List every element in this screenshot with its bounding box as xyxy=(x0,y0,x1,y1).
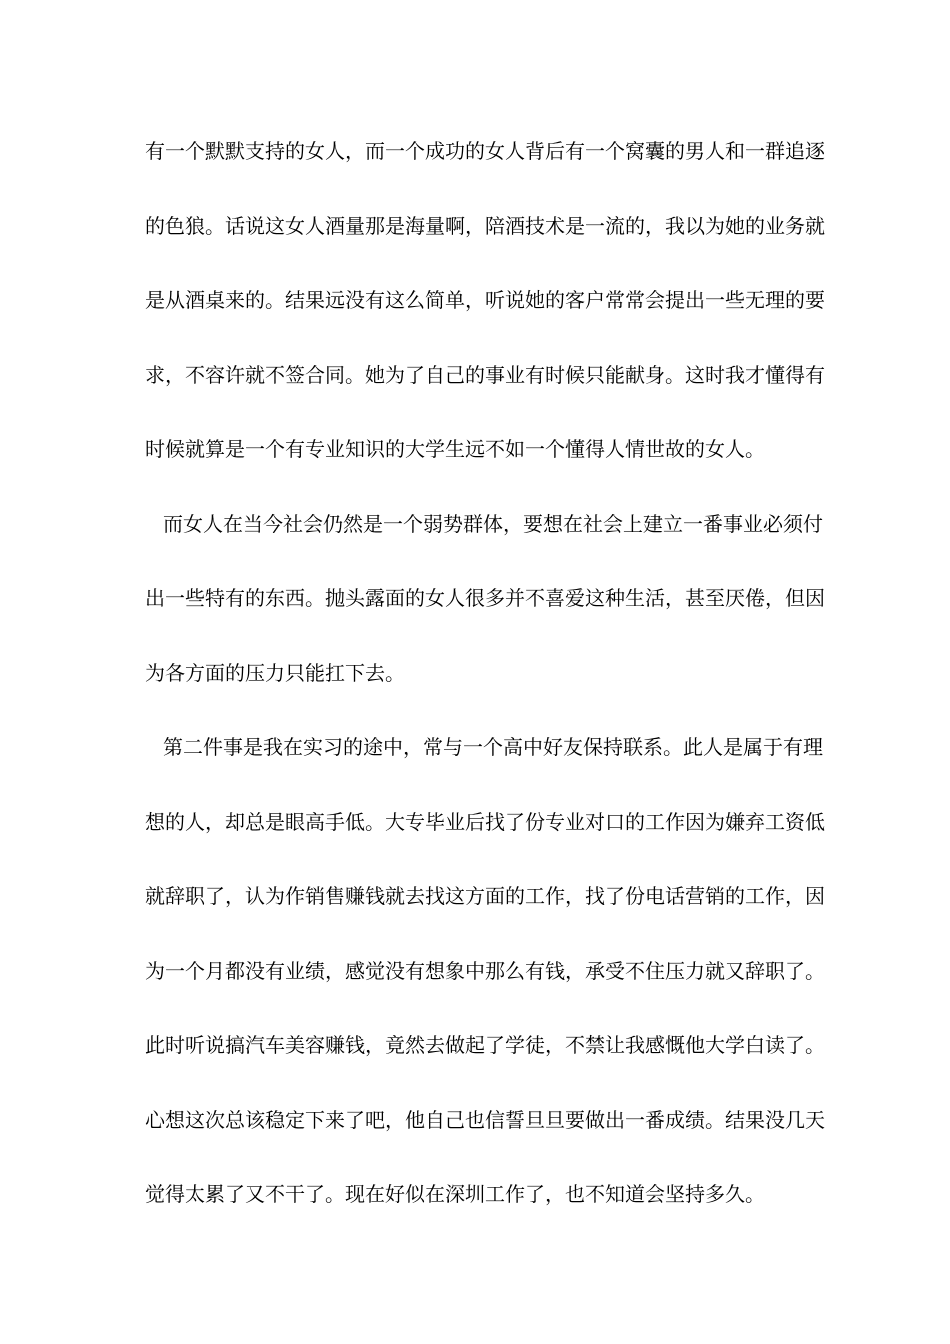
document-body xyxy=(145,128,825,1246)
paragraph-first-line: 而女人在当今社会仍然是一个弱势群体，要想在社会上建立一番事业必须付 xyxy=(163,511,823,536)
paragraph-first-line: 第二件事是我在实习的途中，常与一个高中好友保持联系。此人是属于有理 xyxy=(163,735,823,759)
text-line: 想的人，却总是眼高手低。大专毕业后找了份专业对口的工作因为嫌弃工资低 xyxy=(145,809,825,834)
text-line: 有一个默默支持的女人，而一个成功的女人背后有一个窝囊的男人和一群追逐 xyxy=(145,139,825,163)
text-line: 此时听说搞汽车美容赚钱，竟然去做起了学徒，不禁让我感慨他大学白读了。 xyxy=(145,1033,825,1057)
text-line: 的色狼。话说这女人酒量那是海量啊，陪酒技术是一流的，我以为她的业务就 xyxy=(145,213,825,238)
text-line: 就辞职了，认为作销售赚钱就去找这方面的工作，找了份电话营销的工作，因 xyxy=(145,884,825,908)
text-line: 求，不容许就不签合同。她为了自己的事业有时候只能献身。这时我才懂得有 xyxy=(145,362,825,387)
text-line: 时候就算是一个有专业知识的大学生远不如一个懂得人情世故的女人。 xyxy=(145,437,765,461)
text-line: 为一个月都没有业绩，感觉没有想象中那么有钱，承受不住压力就又辞职了。 xyxy=(145,958,825,983)
text-line: 心想这次总该稳定下来了吧，他自己也信誓旦旦要做出一番成绩。结果没几天 xyxy=(145,1107,825,1132)
text-line: 是从酒桌来的。结果远没有这么简单，听说她的客户常常会提出一些无理的要 xyxy=(145,288,825,312)
text-line: 为各方面的压力只能扛下去。 xyxy=(145,660,405,685)
text-line: 觉得太累了又不干了。现在好似在深圳工作了，也不知道会坚持多久。 xyxy=(145,1182,765,1206)
text-line: 出一些特有的东西。抛头露面的女人很多并不喜爱这种生活，甚至厌倦，但因 xyxy=(145,586,825,610)
